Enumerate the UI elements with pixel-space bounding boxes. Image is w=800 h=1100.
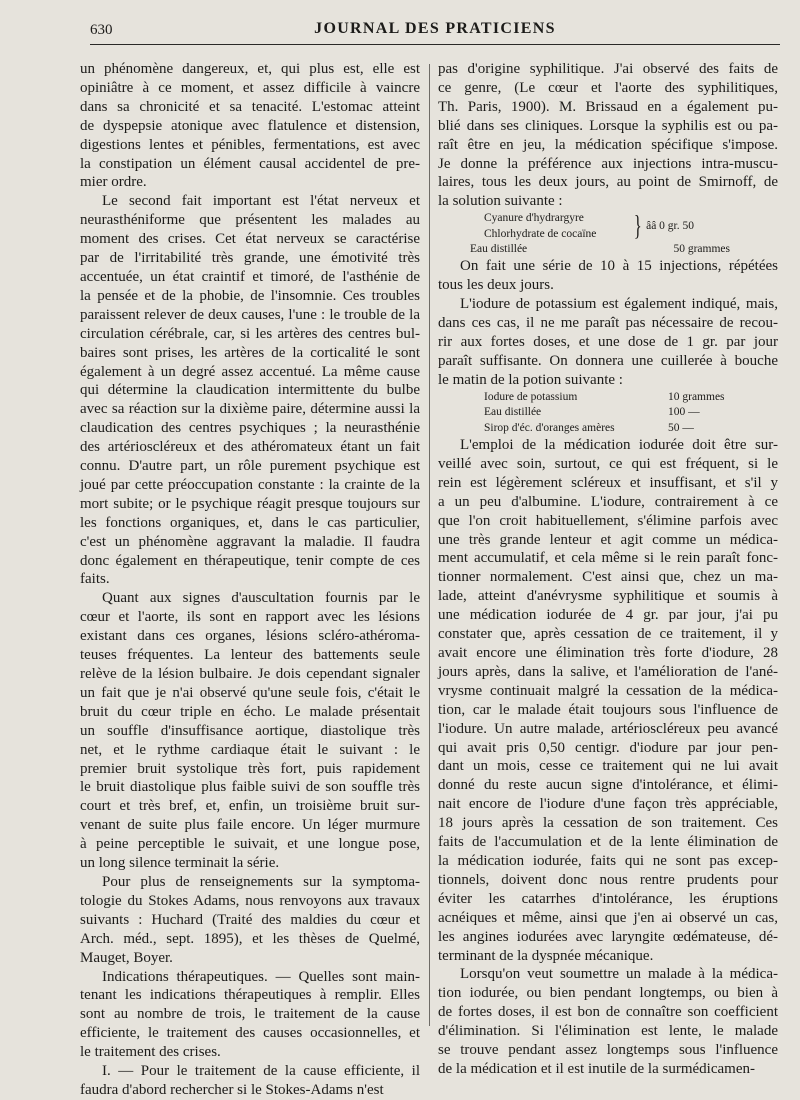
- text-line: terminant de la dyspnée mécanique.: [438, 947, 654, 964]
- header-rule: [90, 44, 780, 45]
- text-line: la médication iodurée, faits qui ne sont pas excep-: [438, 852, 778, 869]
- text-line: I. — Pour le traitement de la cause efficiente, il: [102, 1063, 420, 1080]
- text-line: faits.: [80, 571, 110, 588]
- text-line: de dyspepsie atonique avec flatulence et distension,: [80, 117, 420, 134]
- text-line: lade, atteint d'anévrysme syphilitique et soumis à: [438, 588, 778, 605]
- text-line: On fait une série de 10 à 15 injections, répétées: [460, 258, 778, 275]
- text-line: claudication des centres psychiques ; la neurasthénie: [80, 420, 420, 437]
- text-line: accentuée, un état craintif et timoré, de l'asthénie de: [80, 268, 420, 285]
- journal-title: JOURNAL DES PRATICIENS: [314, 20, 556, 37]
- right-text-b: [438, 257, 778, 389]
- text-line: premier bruit systolique très fort, puis rapidement: [80, 760, 420, 777]
- text-line: par de l'irritabilité très grande, une émotivité très: [80, 250, 420, 267]
- rx1-grouped-dose: ââ 0 gr. 50: [646, 219, 694, 232]
- text-line: Quant aux signes d'auscultation fournis par le: [102, 590, 420, 607]
- text-line: donné du reste aucun signe d'intolérance, et élimi-: [438, 777, 778, 794]
- text-line: constater que, après cessation de ce traitement, il y: [438, 626, 778, 643]
- text-line: Mauget, Boyer.: [80, 949, 173, 966]
- column-divider: [429, 64, 430, 1026]
- rx2-item-2: Eau distillée: [484, 406, 542, 419]
- text-line: tionner normalement. C'est ainsi que, chez un ma-: [438, 569, 778, 586]
- text-line: venant de suite plus faile encore. Un léger murmure: [80, 817, 420, 834]
- text-line: existant dans ces organes, lésions scléro-athéroma-: [80, 628, 420, 645]
- text-line: cœur et l'aorte, ils sont en rapport avec les lésions: [80, 609, 420, 626]
- text-line: connu. D'autre part, un rôle purement psychique est: [80, 458, 420, 475]
- text-line: a un peu d'albumine. L'iodure, contrairement à ce: [438, 493, 778, 510]
- text-line: tion, car le malade était toujours sous l'influence de: [438, 701, 778, 718]
- text-line: tologie du Stokes Adams, nous renvoyons aux travaux: [80, 892, 420, 909]
- text-line: le bruit diastolique plus faible suivi de son souffle très: [80, 779, 420, 796]
- text-line: de fortes doses, il est bon de connaître son coefficient: [438, 1004, 778, 1021]
- text-line: dans sa chronicité et sa tenacité. L'estomac atteint: [80, 98, 420, 115]
- text-line: joué par cette préoccupation constante : la crainte de la: [80, 476, 420, 493]
- text-line: raît être en jeu, la médication spécifique s'impose.: [438, 136, 778, 153]
- text-line: pas d'origine syphilitique. J'ai observé des faits de: [438, 61, 778, 77]
- text-line: digestions lentes et pénibles, fermentations, est avec: [80, 136, 420, 153]
- text-line: dans ces cas, il ne me paraît pas nécessaire de recou-: [438, 315, 778, 332]
- text-line: rir aux fortes doses, et une dose de 1 gr. par jour: [438, 334, 778, 351]
- rx1-item-2: Chlorhydrate de cocaïne: [484, 227, 597, 240]
- text-line: un phénomène dangereux, et, qui plus est, elle est: [80, 61, 420, 77]
- text-line: se trouve pendant assez longtemps sous l'influence: [438, 1042, 778, 1059]
- text-line: baires sont prises, les artères de la corticalité le sont: [80, 344, 420, 361]
- text-line: un long silence terminait la série.: [80, 855, 280, 872]
- text-line: une très grande lenteur et agit comme un médica-: [438, 531, 778, 548]
- rx1-item-3: Eau distillée: [470, 243, 528, 256]
- text-line: Pour plus de renseignements sur la symptoma-: [102, 873, 420, 890]
- text-line: le matin de la potion suivante :: [438, 371, 623, 388]
- text-line: Le second fait important est l'état nerveux et: [102, 193, 420, 210]
- rx2-item-1-dose: 10 grammes: [668, 390, 725, 403]
- prescription-1-last: [470, 242, 730, 257]
- text-line: paraissent relever de deux causes, l'une : le trouble de la: [80, 306, 420, 323]
- rx2-item-3-dose: 50 —: [668, 421, 694, 434]
- text-line: paraît suffisante. On donnera une cuillerée à bouche: [438, 353, 778, 369]
- text-line: un souffle d'insuffisance aortique, diastolique très: [80, 722, 420, 739]
- text-line: Lorsqu'on veut soumettre un malade à la médica-: [460, 966, 778, 983]
- text-line: relève de la lésion bulbaire. Je dois cependant signaler: [80, 666, 420, 682]
- text-line: Indications thérapeutiques. — Quelles sont main-: [102, 968, 420, 985]
- text-line: circulation cérébrale, car, si les artères des centres bul-: [80, 325, 420, 342]
- text-line: tous les deux jours.: [438, 277, 554, 294]
- text-line: efficiente, le traitement des causes occasionnelles, et: [80, 1025, 420, 1042]
- text-line: ment accumulatif, et cela même si le rein paraît fonc-: [438, 550, 778, 567]
- text-line: qui détermine la claudication intermittente du bulbe: [80, 382, 420, 399]
- text-line: les fonctions organiques, et, dans le cas particulier,: [80, 514, 420, 531]
- text-line: L'emploi de la médication iodurée doit être sur-: [460, 437, 778, 454]
- text-line: neurasthéniforme que présentent les malades au: [80, 212, 420, 229]
- text-line: bruit du cœur triple en écho. Le malade présentait: [80, 703, 420, 720]
- text-line: moment des crises. Cet état nerveux se caractérise: [80, 231, 420, 248]
- text-line: la solution suivante :: [438, 193, 563, 210]
- text-line: faudra d'abord rechercher si le Stokes-Adams n'est: [80, 1081, 384, 1098]
- text-line: avec sa réaction sur la dixième paire, détermine aussi la: [80, 401, 420, 418]
- text-line: mort subite; or le psychique réagit presque toujours sur: [80, 495, 420, 512]
- left-column: [80, 60, 420, 1100]
- text-line: des artérioscléreux et des athéromateux étant un fait: [80, 439, 420, 456]
- text-line: ce genre, (Le cœur et l'aorte des syphilitiques,: [438, 79, 778, 96]
- text-line: nait encore de l'iodure d'une façon très appréciable,: [438, 796, 778, 813]
- text-line: 18 jours après la cessation de son traitement. Ces: [438, 815, 778, 832]
- rx2-item-1: Iodure de potassium: [484, 390, 578, 403]
- rx1-item-1: Cyanure d'hydrargyre: [484, 212, 584, 225]
- rx1-item-3-dose: 50 grammes: [673, 243, 730, 256]
- rx2-item-2-dose: 100 —: [668, 406, 700, 419]
- text-line: les angines iodurées avec laryngite œdémateuse, dé-: [438, 928, 778, 945]
- text-line: tion iodurée, ou bien pendant longtemps, ou bien à: [438, 985, 778, 1002]
- text-line: le traitement des crises.: [80, 1044, 221, 1061]
- text-line: éviter les catarrhes d'intolérance, les éruptions: [438, 890, 778, 907]
- text-line: veillé avec soin, surtout, ce qui est fréquent, si le: [438, 455, 778, 472]
- text-line: dant un mois, cesse ce traitement qui ne lui avait: [438, 758, 778, 775]
- right-text-c: [438, 436, 778, 1079]
- brace-icon: }: [633, 210, 642, 242]
- right-column: [438, 60, 778, 1079]
- running-header: [90, 18, 780, 42]
- text-line: blié dans ses cliniques. Lorsque la syphilis est ou pa-: [438, 117, 778, 134]
- text-line: avait encore une élimination très forte d'iodure, 28: [438, 645, 778, 661]
- text-line: une médication iodurée de 4 gr. par jour, j'ai pu: [438, 607, 778, 624]
- text-line: rein est légèrement scléreux et insuffisant, et s'il y: [438, 474, 778, 491]
- text-line: sont au nombre de trois, le traitement de la cause: [80, 1006, 420, 1023]
- text-line: également à un degré assez accentué. La même cause: [80, 363, 420, 380]
- text-line: court et très bref, et, enfin, un troisième bruit sur-: [80, 798, 420, 815]
- text-line: Th. Paris, 1900). M. Brissaud en a également pu-: [438, 98, 778, 115]
- text-line: mier ordre.: [80, 174, 147, 191]
- text-line: à peine perceptible le suivait, et une longue pose,: [80, 836, 420, 853]
- text-line: la pensée et de la phobie, de l'insomnie. Ces troubles: [80, 287, 420, 304]
- text-line: que l'on croit habituellement, s'élimine parfois avec: [438, 512, 778, 529]
- text-line: la constipation un élément causal accidentel de pre-: [80, 155, 420, 172]
- text-line: un fait que je n'ai observé qu'une seule fois, c'était le: [80, 684, 420, 701]
- text-line: laires, tous les deux jours, au point de Smirnoff, de: [438, 174, 778, 191]
- text-line: de la médication et il est inutile de la surmédicamen-: [438, 1060, 755, 1077]
- text-line: vrysme continuait malgré la cessation de la médica-: [438, 682, 778, 699]
- text-line: d'élimination. Si l'élimination est lente, le malade: [438, 1023, 778, 1040]
- text-line: donc également en thérapeutique, tenir compte de ces: [80, 552, 420, 569]
- text-line: jours après, dans la salive, et l'amélioration de l'ané-: [438, 663, 778, 680]
- text-line: faits de l'accumulation et de la lente élimination de: [438, 834, 778, 851]
- text-line: qui avait pris 0,50 centigr. d'iodure par jour pen-: [438, 739, 778, 756]
- text-line: c'est un phénomène aggravant la maladie. Il faudra: [80, 533, 420, 550]
- prescription-2: [484, 390, 760, 436]
- rx2-item-3: Sirop d'éc. d'oranges amères: [484, 421, 615, 434]
- text-line: Je donne la préférence aux injections intra-muscu-: [438, 155, 778, 172]
- text-line: l'iodure. Un autre malade, artérioscléreux peu avancé: [438, 720, 778, 737]
- text-line: suivants : Huchard (Traité des maldies du cœur et: [80, 911, 420, 928]
- text-line: net, et le rythme cardiaque était le suivant : le: [80, 741, 420, 758]
- text-line: tionnels, doivent donc nous rentre prudents pour: [438, 871, 778, 888]
- page-number: 630: [90, 22, 113, 38]
- text-line: tenant les indications thérapeutiques à remplir. Elles: [80, 987, 420, 1004]
- prescription-1: [484, 211, 694, 242]
- text-line: Arch. méd., sept. 1895), et les thèses de Quelmé,: [80, 930, 420, 947]
- text-line: teuses fréquentes. La lenteur des battements seule: [80, 647, 420, 664]
- right-text-a: [438, 60, 778, 211]
- text-line: L'iodure de potassium est également indiqué, mais,: [460, 296, 778, 313]
- text-line: acnéiques et même, ainsi que j'en ai observé un cas,: [438, 909, 778, 926]
- text-line: opiniâtre à ce moment, et assez difficile à vaincre: [80, 79, 420, 96]
